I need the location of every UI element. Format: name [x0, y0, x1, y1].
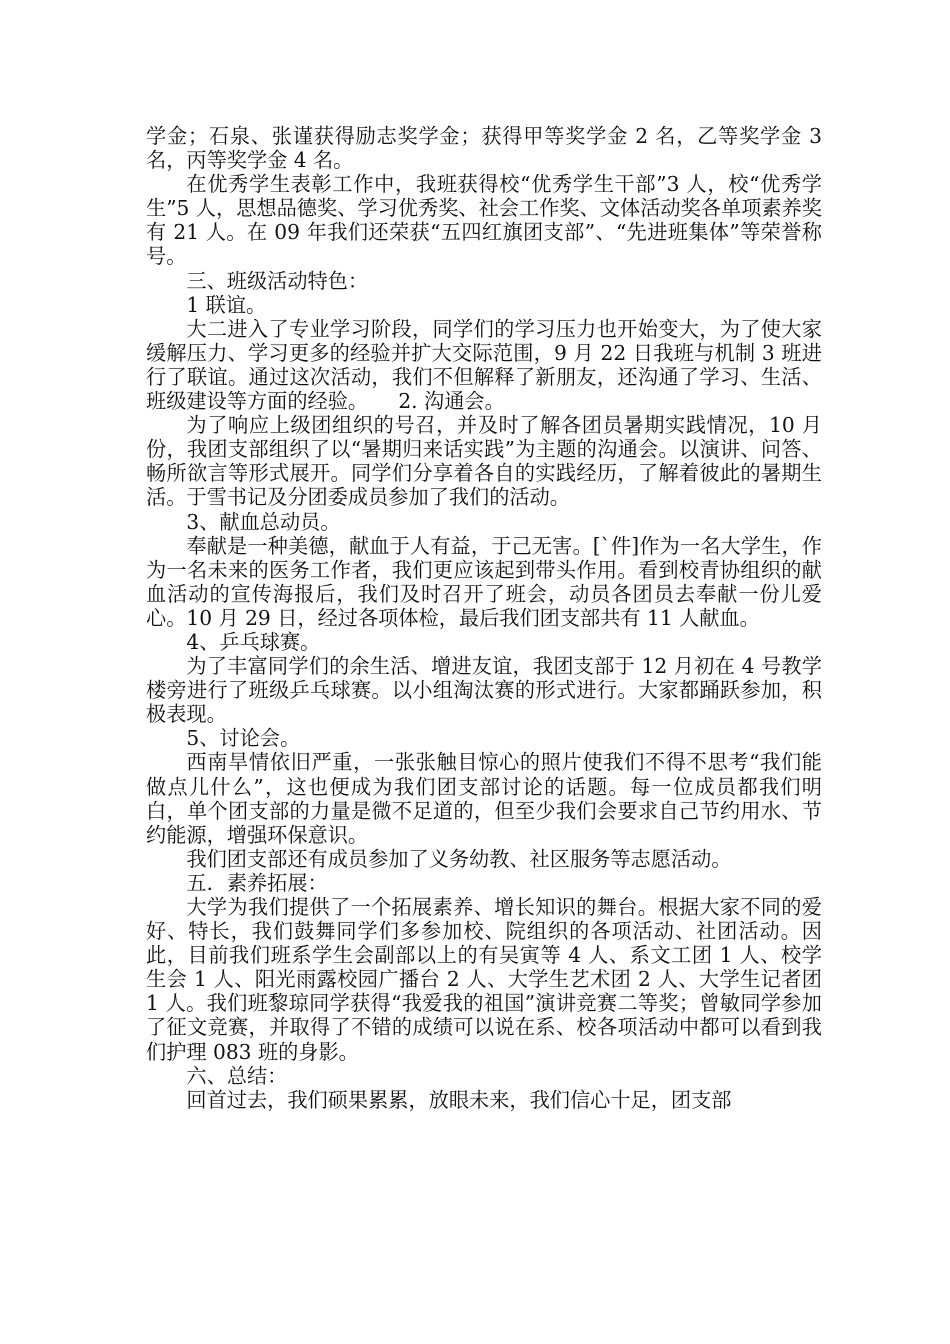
paragraph-volunteer: 我们团支部还有成员参加了义务幼教、社区服务等志愿活动。	[186, 846, 732, 871]
paragraph-friendship: 大二进入了专业学习阶段，同学们的学习压力也开始变大，为了使大家缓解压力、学习更多的经验并扩大交际范围，9 月 22 日我班与机制 3 班进行了联谊。通过这次活动，我们不但解释了新朋友，还沟通了学习、生活、班级建设等方面的经验。 2. 沟通会。	[146, 316, 822, 414]
document-body	[146, 124, 822, 1112]
section-heading-class-activities: 三、班级活动特色：	[186, 268, 369, 293]
subheading-blood-donation: 3、献血总动员。	[186, 509, 341, 534]
subheading-table-tennis: 4、乒乓球赛。	[186, 629, 321, 654]
paragraph-table-tennis: 为了丰富同学们的余生活、增进友谊，我团支部于 12 月初在 4 号教学楼旁进行了班级乒乓球赛。以小组淘汰赛的形式进行。大家都踊跃参加，积极表现。	[146, 654, 822, 727]
section-heading-quality-development: 五．素养拓展：	[186, 870, 328, 895]
subheading-discussion: 5、讨论会。	[186, 726, 301, 751]
section-heading-summary: 六、总结：	[186, 1063, 288, 1088]
subheading-friendship: 1 联谊。	[186, 292, 267, 317]
paragraph-discussion: 西南旱情依旧严重，一张张触目惊心的照片使我们不得不思考“我们能做点儿什么”，这也便成为我们团支部讨论的话题。每一位成员都我们明白，单个团支部的力量是微不足道的，但至少我们会要求自己节约用水、节约能源，增强环保意识。	[146, 750, 822, 847]
paragraph-summary: 回首过去，我们硕果累累，放眼未来，我们信心十足，团支部	[186, 1087, 732, 1112]
paragraph-communication-meeting: 为了响应上级团组织的号召，并及时了解各团员暑期实践情况，10 月份，我团支部组织了以“暑期归来话实践”为主题的沟通会。以演讲、问答、畅所欲言等形式展开。同学们分享着各自的实践经历，了解着彼此的暑期生活。于雪书记及分团委成员参加了我们的活动。	[146, 413, 822, 510]
paragraph-blood-donation: 奉献是一种美德，献血于人有益，于己无害。[`件]作为一名大学生，作为一名未来的医务工作者，我们更应该起到带头作用。看到校青协组织的献血活动的宣传海报后，我们及时召开了班会，动员各团员去奉献一份儿爱心。10 月 29 日，经过各项体检，最后我们团支部共有 11 人献血。	[146, 533, 822, 630]
paragraph-excellent-students: 在优秀学生表彰工作中，我班获得校“优秀学生干部”3 人，校“优秀学生”5 人，思想品德奖、学习优秀奖、社会工作奖、文体活动奖各单项素养奖有 21 人。在 09 年我们还荣获“五四红旗团支部”、“先进班集体”等荣誉称号。	[146, 172, 822, 269]
paragraph-scholarship-tail: 学金；石泉、张谨获得励志奖学金；获得甲等奖学金 2 名，乙等奖学金 3 名，丙等奖学金 4 名。	[146, 124, 822, 173]
paragraph-quality-development: 大学为我们提供了一个拓展素养、增长知识的舞台。根据大家不同的爱好、特长，我们鼓舞同学们多参加校、院组织的各项活动、社团活动。因此，目前我们班系学生会副部以上的有吴寅等 4 人、系文工团 1 人、校学生会 1 人、阳光雨露校园广播台 2 人、大学生艺术团 2 人、大学生记者团 1 人。我们班黎琼同学获得“我爱我的祖国”演讲竞赛二等奖；曾敏同学参加了征文竞赛，并取得了不错的成绩可以说在系、校各项活动中都可以看到我们护理 083 班的身影。	[146, 895, 822, 1064]
